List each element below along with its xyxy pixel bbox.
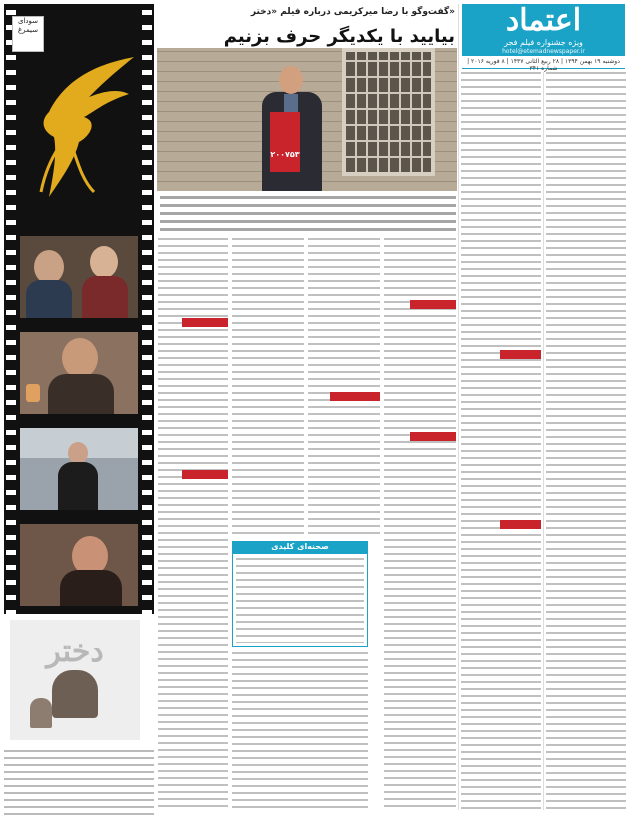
subhead-4 <box>182 318 228 327</box>
film-frame-4 <box>20 524 138 606</box>
subhead-6 <box>500 350 541 359</box>
festival-ribbon <box>12 16 44 52</box>
masthead-logo: اعتماد <box>505 3 582 38</box>
masthead-subtitle: ویژه جشنواره فیلم فجر <box>504 38 583 47</box>
masthead <box>462 4 625 56</box>
sprocket-holes-right <box>142 4 152 614</box>
sprocket-holes-left <box>6 4 16 614</box>
article-headline: بیایید با یکدیگر حرف بزنیم <box>223 26 455 47</box>
credits-box <box>4 750 154 816</box>
article-intro <box>160 196 456 234</box>
film-frame-2 <box>20 332 138 414</box>
subhead-3 <box>330 392 380 401</box>
simorgh-logo-icon <box>29 52 139 202</box>
film-poster <box>10 620 140 740</box>
box-title: صحنه‌ای کلیدی <box>232 541 368 553</box>
dateline: دوشنبه ۱۹ بهمن ۱۳۹۴ | ۲۸ ربیع الثانی ۱۴۳۷ | ۸ فوریه ۲۰۱۶ | شماره ۳۴۱ <box>462 58 625 69</box>
boxed-section <box>232 553 368 647</box>
film-frame-1 <box>20 236 138 318</box>
subhead-7 <box>500 520 541 529</box>
main-photo <box>157 48 457 191</box>
poster-number: ۲۰۰۷۵۳ <box>270 150 300 159</box>
subhead-1 <box>410 300 456 309</box>
ribbon-line-1: سودای <box>17 17 39 25</box>
text-column-4 <box>308 238 380 538</box>
text-column-3 <box>384 238 456 810</box>
red-poster <box>270 112 300 172</box>
masthead-url: hotel@etemadnewspaper.ir <box>502 48 585 55</box>
text-column-7 <box>232 652 368 810</box>
barred-window <box>342 48 435 176</box>
film-strip <box>4 4 154 614</box>
article-kicker: گفت‌وگو با رضا میرکریمی درباره فیلم «دختر» <box>250 7 455 17</box>
text-column-5 <box>232 238 304 538</box>
text-column-2 <box>461 72 541 810</box>
film-poster-title: دختر <box>46 634 104 669</box>
film-frame-3 <box>20 428 138 510</box>
subhead-5 <box>182 470 228 479</box>
subhead-2 <box>410 432 456 441</box>
text-column-1 <box>546 72 626 810</box>
ribbon-line-2: سیمرغ <box>17 26 39 34</box>
